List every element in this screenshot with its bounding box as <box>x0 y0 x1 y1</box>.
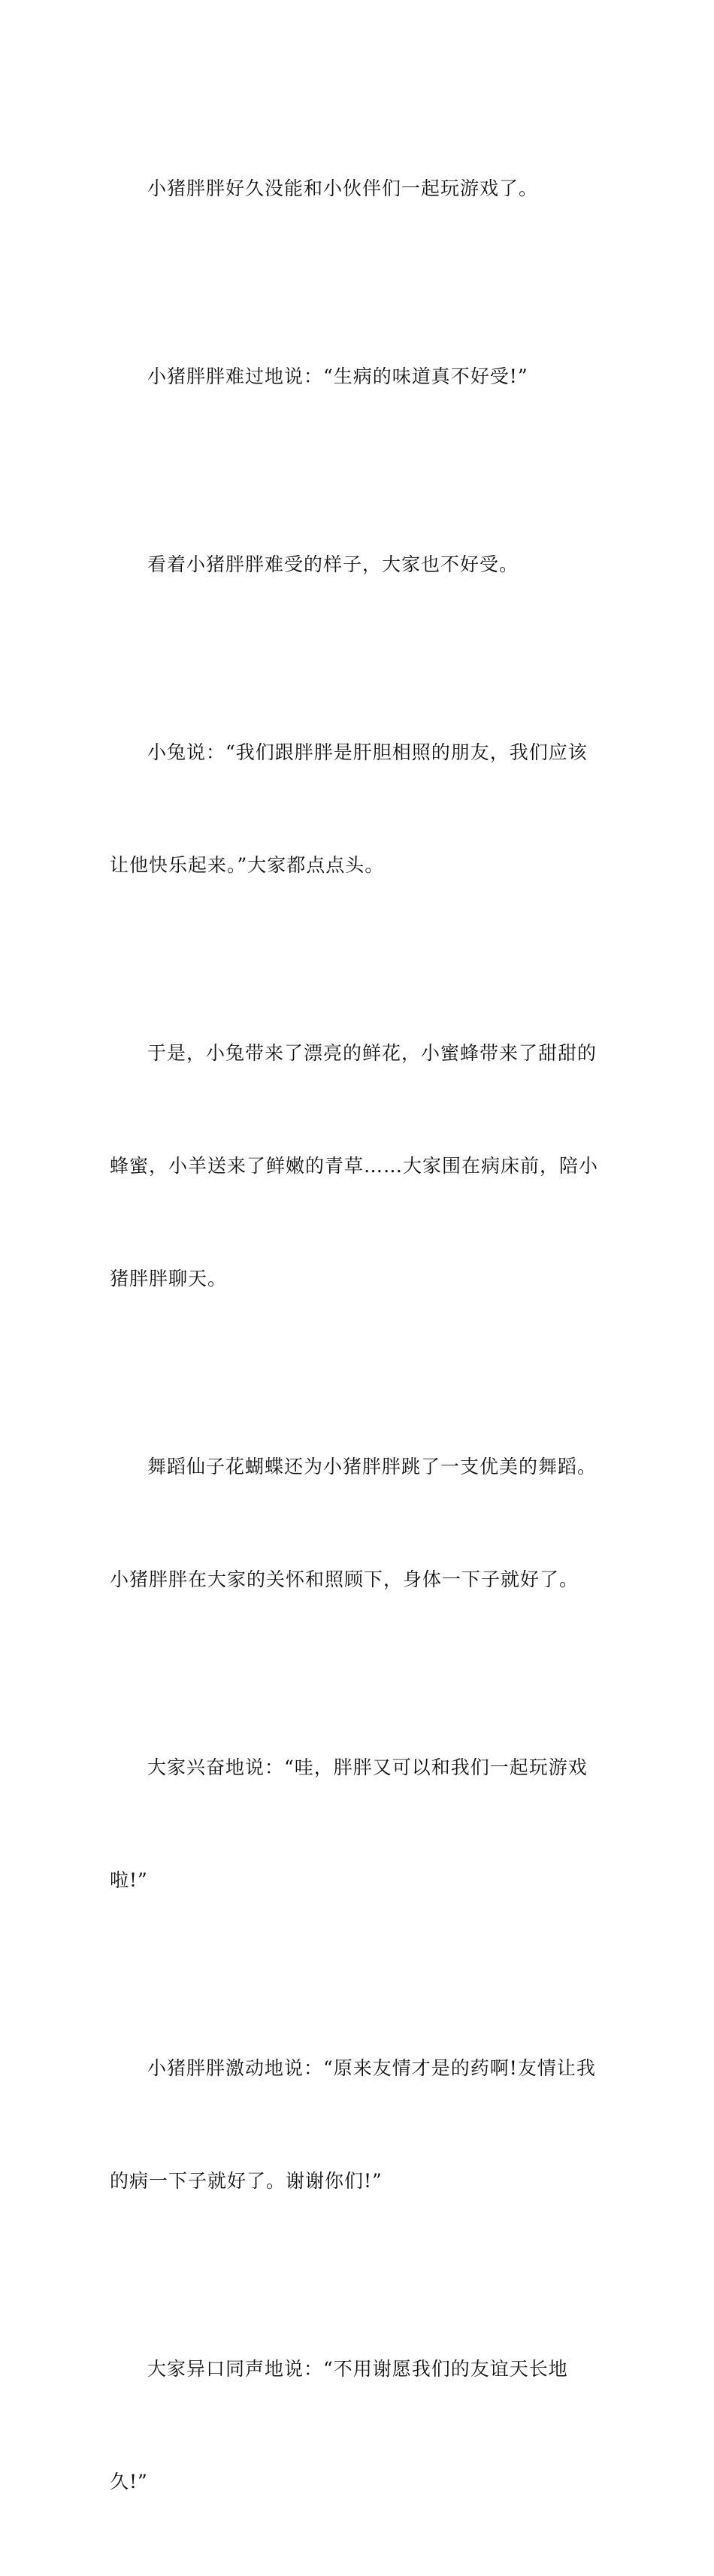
paragraph-5 <box>110 959 609 1373</box>
paragraph-7 <box>110 1674 609 1974</box>
paragraph-line: 小猪胖胖难过地说：“生病的味道真不好受!” <box>147 365 528 387</box>
paragraph-4 <box>110 659 609 959</box>
paragraph-line: 小猪胖胖激动地说：“原来友情才是的药啊!友情让我 <box>147 2057 596 2079</box>
paragraph-line: 于是，小兔带来了漂亮的鲜花，小蜜蜂带来了甜甜的 <box>147 1042 598 1064</box>
paragraph-line: 猪胖胖聊天。 <box>110 1268 228 1290</box>
paragraph-line: 啦!” <box>110 1869 148 1891</box>
paragraph-1 <box>110 95 609 283</box>
story-body <box>110 95 609 2576</box>
paragraph-line: 小兔说：“我们跟胖胖是肝胆相照的朋友，我们应该 <box>147 741 588 763</box>
paragraph-line: 小猪胖胖在大家的关怀和照顾下，身体一下子就好了。 <box>110 1568 579 1590</box>
paragraph-2 <box>110 283 609 471</box>
paragraph-3 <box>110 471 609 659</box>
paragraph-line: 看着小猪胖胖难受的样子，大家也不好受。 <box>147 553 519 575</box>
paragraph-line: 舞蹈仙子花蝴蝶还为小猪胖胖跳了一支优美的舞蹈。 <box>147 1456 598 1477</box>
paragraph-line: 让他快乐起来。”大家都点点头。 <box>110 854 385 876</box>
paragraph-line: 蜂蜜，小羊送来了鲜嫩的青草……大家围在病床前，陪小 <box>110 1155 599 1177</box>
paragraph-line: 大家异口同声地说：“不用谢愿我们的友谊天长地 <box>147 2358 568 2380</box>
paragraph-line: 大家兴奋地说：“哇，胖胖又可以和我们一起玩游戏 <box>147 1756 588 1778</box>
paragraph-line: 小猪胖胖好久没能和小伙伴们一起玩游戏了。 <box>147 177 539 199</box>
paragraph-line: 的病一下子就好了。谢谢你们!” <box>110 2170 383 2192</box>
paragraph-9 <box>110 2275 609 2576</box>
paragraph-6 <box>110 1373 609 1674</box>
paragraph-line: 久!” <box>110 2471 148 2493</box>
paragraph-8 <box>110 1974 609 2275</box>
